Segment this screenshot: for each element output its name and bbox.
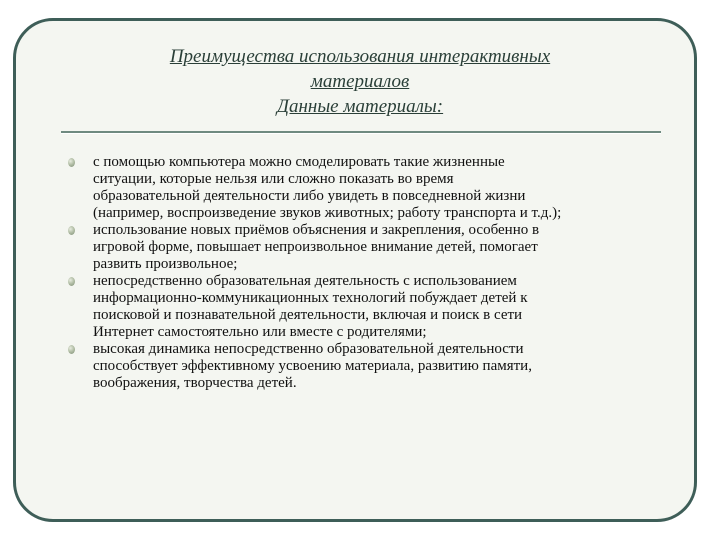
slide-title <box>60 44 660 119</box>
list-item <box>64 154 654 222</box>
item-1-line-1: с помощью компьютера можно смоделировать такие жизненные <box>93 154 505 170</box>
item-4-line-2: способствует эффективному усвоению материала, развитию памяти, <box>93 358 532 374</box>
list-item <box>64 273 654 341</box>
list-item <box>64 341 654 392</box>
bullet-dot-icon <box>68 345 75 354</box>
item-4-line-1: высокая динамика непосредственно образовательной деятельности <box>93 341 524 357</box>
item-2-line-1: использование новых приёмов объяснения и закрепления, особенно в <box>93 222 540 238</box>
item-1-line-3: образовательной деятельности либо увидеть в повседневной жизни <box>93 188 526 204</box>
bullet-dot-icon <box>68 277 75 286</box>
title-line-3: Данные материалы: <box>276 96 444 117</box>
title-separator <box>61 131 661 134</box>
bullet-dot-icon <box>68 226 75 235</box>
item-2-line-3: развить произвольное; <box>93 256 238 272</box>
item-3-line-4: Интернет самостоятельно или вместе с родителями; <box>93 324 427 340</box>
list-item <box>64 222 654 273</box>
item-4-line-3: воображения, творчества детей. <box>93 375 297 391</box>
title-line-1: Преимущества использования интерактивных <box>169 46 551 67</box>
item-3-line-1: непосредственно образовательная деятельность с использованием <box>93 273 517 289</box>
item-2-line-2: игровой форме, повышает непроизвольное внимание детей, помогает <box>93 239 538 255</box>
title-line-2: материалов <box>310 71 410 92</box>
item-1-line-4: (например, воспроизведение звуков животных; работу транспорта и т.д.); <box>93 205 562 221</box>
item-1-line-2: ситуации, которые нельзя или сложно показать во время <box>93 171 454 187</box>
bullet-list <box>64 154 654 392</box>
bullet-dot-icon <box>68 158 75 167</box>
item-3-line-2: информационно-коммуникационных технологий побуждает детей к <box>93 290 528 306</box>
item-3-line-3: поисковой и познавательной деятельности, включая и поиск в сети <box>93 307 523 323</box>
